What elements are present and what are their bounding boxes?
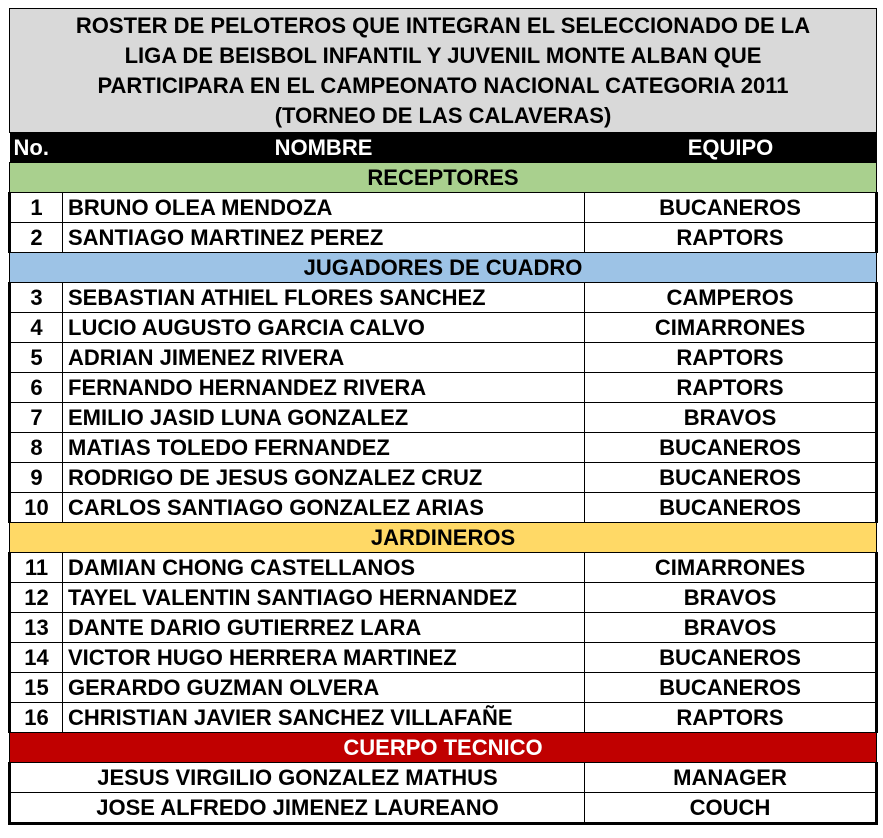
player-number: 7 <box>10 403 63 433</box>
header-number: No. <box>10 133 63 163</box>
player-number: 13 <box>10 613 63 643</box>
player-number: 1 <box>10 193 63 223</box>
player-team: BUCANEROS <box>585 643 877 673</box>
title-row <box>10 9 877 133</box>
player-name: FERNANDO HERNANDEZ RIVERA <box>63 373 585 403</box>
table-row <box>10 403 877 433</box>
player-name: ADRIAN JIMENEZ RIVERA <box>63 343 585 373</box>
player-number: 5 <box>10 343 63 373</box>
player-name: GERARDO GUZMAN OLVERA <box>63 673 585 703</box>
roster-sheet <box>8 8 875 825</box>
player-team: RAPTORS <box>585 343 877 373</box>
staff-role: MANAGER <box>585 763 877 793</box>
table-row <box>10 493 877 523</box>
player-number: 15 <box>10 673 63 703</box>
section-title: CUERPO TECNICO <box>10 733 877 763</box>
column-header-row <box>10 133 877 163</box>
table-row <box>10 313 877 343</box>
table-row <box>10 283 877 313</box>
table-row <box>10 643 877 673</box>
roster-table <box>8 8 878 825</box>
player-number: 11 <box>10 553 63 583</box>
table-row <box>10 343 877 373</box>
table-row <box>10 223 877 253</box>
header-team: EQUIPO <box>585 133 877 163</box>
player-name: VICTOR HUGO HERRERA MARTINEZ <box>63 643 585 673</box>
title-line: PARTICIPARA EN EL CAMPEONATO NACIONAL CATEGORIA 2011 <box>97 73 789 98</box>
section-jardineros <box>10 523 877 553</box>
player-name: DANTE DARIO GUTIERREZ LARA <box>63 613 585 643</box>
title-line: (TORNEO DE LAS CALAVERAS) <box>274 103 612 128</box>
player-team: BUCANEROS <box>585 673 877 703</box>
player-name: CHRISTIAN JAVIER SANCHEZ VILLAFAÑE <box>63 703 585 733</box>
player-name: SEBASTIAN ATHIEL FLORES SANCHEZ <box>63 283 585 313</box>
player-name: CARLOS SANTIAGO GONZALEZ ARIAS <box>63 493 585 523</box>
player-team: BRAVOS <box>585 583 877 613</box>
player-name: SANTIAGO MARTINEZ PEREZ <box>63 223 585 253</box>
player-team: RAPTORS <box>585 703 877 733</box>
player-team: CIMARRONES <box>585 553 877 583</box>
player-name: TAYEL VALENTIN SANTIAGO HERNANDEZ <box>63 583 585 613</box>
section-receptores <box>10 163 877 193</box>
table-row <box>10 433 877 463</box>
player-name: DAMIAN CHONG CASTELLANOS <box>63 553 585 583</box>
player-number: 12 <box>10 583 63 613</box>
player-number: 14 <box>10 643 63 673</box>
table-row <box>10 703 877 733</box>
player-name: EMILIO JASID LUNA GONZALEZ <box>63 403 585 433</box>
player-team: CIMARRONES <box>585 313 877 343</box>
player-name: RODRIGO DE JESUS GONZALEZ CRUZ <box>63 463 585 493</box>
player-number: 16 <box>10 703 63 733</box>
player-team: CAMPEROS <box>585 283 877 313</box>
player-name: MATIAS TOLEDO FERNANDEZ <box>63 433 585 463</box>
player-name: BRUNO OLEA MENDOZA <box>63 193 585 223</box>
player-number: 6 <box>10 373 63 403</box>
player-team: RAPTORS <box>585 223 877 253</box>
player-team: BUCANEROS <box>585 193 877 223</box>
player-team: BUCANEROS <box>585 433 877 463</box>
player-team: BRAVOS <box>585 613 877 643</box>
table-row <box>10 673 877 703</box>
player-number: 4 <box>10 313 63 343</box>
player-number: 9 <box>10 463 63 493</box>
player-team: BUCANEROS <box>585 493 877 523</box>
staff-name: JESUS VIRGILIO GONZALEZ MATHUS <box>10 763 585 793</box>
table-row <box>10 553 877 583</box>
player-number: 10 <box>10 493 63 523</box>
player-number: 2 <box>10 223 63 253</box>
player-number: 3 <box>10 283 63 313</box>
table-row <box>10 193 877 223</box>
section-cuadro <box>10 253 877 283</box>
player-team: BUCANEROS <box>585 463 877 493</box>
player-team: RAPTORS <box>585 373 877 403</box>
staff-role: COUCH <box>585 793 877 824</box>
player-name: LUCIO AUGUSTO GARCIA CALVO <box>63 313 585 343</box>
table-row <box>10 793 877 824</box>
roster-title <box>10 9 877 133</box>
section-title: JARDINEROS <box>10 523 877 553</box>
player-team: BRAVOS <box>585 403 877 433</box>
section-title: JUGADORES DE CUADRO <box>10 253 877 283</box>
title-line: ROSTER DE PELOTEROS QUE INTEGRAN EL SELECCIONADO DE LA <box>75 13 811 38</box>
table-row <box>10 613 877 643</box>
title-line: LIGA DE BEISBOL INFANTIL Y JUVENIL MONTE ALBAN QUE <box>124 43 762 68</box>
section-cuerpo-tecnico <box>10 733 877 763</box>
table-row <box>10 763 877 793</box>
section-title: RECEPTORES <box>10 163 877 193</box>
table-row <box>10 373 877 403</box>
table-row <box>10 463 877 493</box>
player-number: 8 <box>10 433 63 463</box>
table-row <box>10 583 877 613</box>
staff-name: JOSE ALFREDO JIMENEZ LAUREANO <box>10 793 585 824</box>
header-name: NOMBRE <box>63 133 585 163</box>
